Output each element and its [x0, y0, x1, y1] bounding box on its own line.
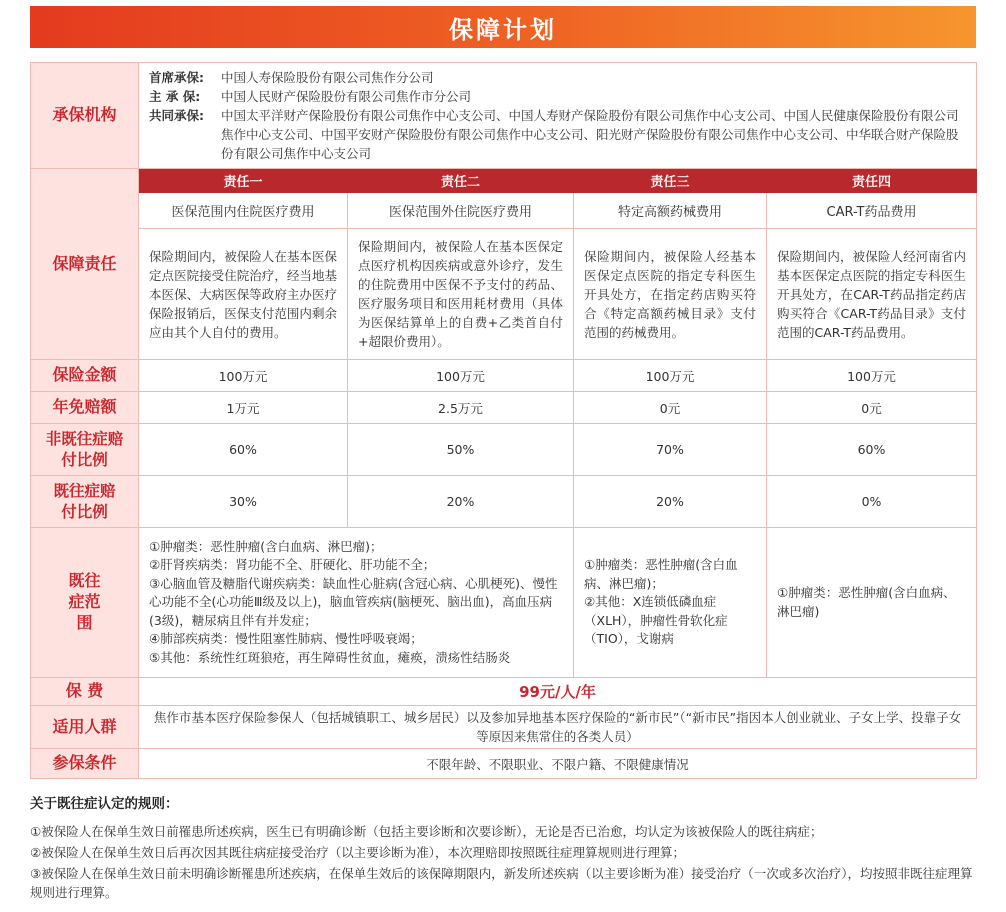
- insurers-content: [139, 63, 977, 169]
- amount-value-1: 100万元: [139, 360, 348, 392]
- liability-header-3: 责任三: [574, 169, 767, 193]
- scope-item: ②其他：X连锁低磷血症（XLH），肿瘤性骨软化症（TIO），戈谢病: [584, 594, 728, 647]
- page-title: 保障计划: [30, 6, 976, 48]
- amount-value-4: 100万元: [767, 360, 977, 392]
- amount-value-2: 100万元: [348, 360, 574, 392]
- eligible-crowd-label: 适用人群: [31, 706, 139, 749]
- rule-item: ③被保险人在保单生效日前未明确诊断罹患所述疾病，在保单生效后的该保障期限内，新发所述疾病（以主要诊断为准）接受治疗（一次或多次治疗），均按照非既往症理算规则进行理算。: [30, 866, 973, 900]
- scope-item: ③心脑血管及糖脂代谢疾病类：缺血性心脏病(含冠心病、心肌梗死)、慢性心功能不全(心功能Ⅲ级及以上)，脑血管疾病(脑梗死、脑出血)，高血压病(3级)，糖尿病且伴有并发症；: [149, 575, 558, 628]
- liability-desc-3: 保险期间内，被保险人经基本医保定点医院的指定专科医生开具处方，在指定药店购买符合《特定高额药械目录》支付范围的药械费用。: [574, 229, 767, 360]
- scope-item: ①肿瘤类：恶性肿瘤(含白血病、淋巴瘤)；: [584, 557, 738, 591]
- preexisting-ratio-2: 20%: [348, 476, 574, 528]
- liability-desc-4: 保险期间内，被保险人经河南省内基本医保定点医院的指定专科医生开具处方，在CAR-T药品指定药店购买符合《CAR-T药品目录》支付范围的CAR-T药品费用。: [767, 229, 977, 360]
- preexisting-scope-liability-4: ①肿瘤类：恶性肿瘤(含白血病、淋巴瘤): [767, 528, 977, 678]
- insurers-row: [31, 63, 977, 169]
- rule-item: ②被保险人在保单生效日后再次因其既往病症接受治疗（以主要诊断为准），本次理赔即按照既往症理算规则进行理算；: [30, 845, 685, 860]
- coverage-header-row: [31, 169, 977, 193]
- non-preexisting-ratio-4: 60%: [767, 424, 977, 476]
- scope-item: ⑤其他：系统性红斑狼疮，再生障碍性贫血，瘫痪，溃疡性结肠炎: [149, 649, 511, 665]
- deductible-value-4: 0元: [767, 392, 977, 424]
- amount-row: [31, 360, 977, 392]
- liability-desc-2: 保险期间内，被保险人在基本医保定点医疗机构因疾病或意外诊疗，发生的住院费用中医保不予支付的药品、医疗服务项目和医用耗材费用（具体为医保结算单上的自费+乙类首自付+超限价费用）。: [348, 229, 574, 360]
- amount-value-3: 100万元: [574, 360, 767, 392]
- non-preexisting-ratio-row: [31, 424, 977, 476]
- premium-value: 99元/人/年: [139, 678, 977, 706]
- preexisting-scope-row: [31, 528, 977, 678]
- co-insurers-key: 共同承保:: [149, 108, 204, 123]
- coverage-label: 保障责任: [31, 169, 139, 360]
- amount-label: 保险金额: [31, 360, 139, 392]
- rules-title: 关于既往症认定的规则：: [30, 796, 179, 812]
- premium-label: 保 费: [31, 678, 139, 706]
- non-preexisting-ratio-label: 非既往症赔付比例: [31, 424, 139, 476]
- lead-insurer-value: 中国人寿保险股份有限公司焦作分公司: [221, 70, 434, 85]
- lead-insurer-key: 首席承保:: [149, 70, 204, 85]
- premium-row: [31, 678, 977, 706]
- enrollment-conditions-value: 不限年龄、不限职业、不限户籍、不限健康情况: [139, 749, 977, 779]
- liability-desc-1: 保险期间内，被保险人在基本医保定点医院接受住院治疗，经当地基本医保、大病医保等政府主办医疗保险报销后，医保支付范围内剩余应由其个人自付的费用。: [139, 229, 348, 360]
- preexisting-rules: [30, 792, 976, 904]
- liability-header-2: 责任二: [348, 169, 574, 193]
- deductible-value-3: 0元: [574, 392, 767, 424]
- main-insurer-key: 主 承 保:: [149, 89, 201, 104]
- scope-item: ①肿瘤类：恶性肿瘤(含白血病、淋巴瘤)；: [149, 538, 383, 554]
- scope-item: ④肺部疾病类：慢性阻塞性肺病、慢性呼吸衰竭；: [149, 631, 423, 647]
- preexisting-ratio-label: 既往症赔付比例: [31, 476, 139, 528]
- eligible-crowd-value: 焦作市基本医疗保险参保人（包括城镇职工、城乡居民）以及参加异地基本医疗保险的“新市民”（“新市民”指因本人创业就业、子女上学、投靠子女等原因来焦常住的各类人员）: [139, 706, 977, 749]
- coverage-desc-row: [31, 229, 977, 360]
- enrollment-conditions-label: 参保条件: [31, 749, 139, 779]
- preexisting-scope-liability-3: [574, 528, 767, 678]
- eligible-crowd-row: [31, 706, 977, 749]
- main-insurer-value: 中国人民财产保险股份有限公司焦作市分公司: [221, 89, 472, 104]
- co-insurers-value: 中国太平洋财产保险股份有限公司焦作中心支公司、中国人寿财产保险股份有限公司焦作中心支公司、中国人民健康保险股份有限公司焦作中心支公司、中国平安财产保险股份有限公司焦作中心支公司、阳光财产保险股份有限公司焦作中心支公司、中华联合财产保险股份有限公司焦作中心支公司: [221, 108, 959, 161]
- liability-header-1: 责任一: [139, 169, 348, 193]
- scope-item: ②肝肾疾病类：肾功能不全、肝硬化、肝功能不全；: [149, 557, 436, 573]
- enrollment-conditions-row: [31, 749, 977, 779]
- non-preexisting-ratio-1: 60%: [139, 424, 348, 476]
- insurers-label: 承保机构: [31, 63, 139, 169]
- liability-name-4: CAR-T药品费用: [767, 193, 977, 229]
- deductible-value-1: 1万元: [139, 392, 348, 424]
- main-insurer: [149, 87, 964, 106]
- liability-name-3: 特定高额药械费用: [574, 193, 767, 229]
- liability-name-2: 医保范围外住院医疗费用: [348, 193, 574, 229]
- deductible-value-2: 2.5万元: [348, 392, 574, 424]
- liability-name-1: 医保范围内住院医疗费用: [139, 193, 348, 229]
- non-preexisting-ratio-3: 70%: [574, 424, 767, 476]
- liability-header-4: 责任四: [767, 169, 977, 193]
- coverage-name-row: [31, 193, 977, 229]
- co-insurers: [149, 106, 964, 163]
- non-preexisting-ratio-2: 50%: [348, 424, 574, 476]
- preexisting-ratio-row: [31, 476, 977, 528]
- deductible-row: [31, 392, 977, 424]
- coverage-plan-table: [30, 62, 977, 779]
- preexisting-ratio-3: 20%: [574, 476, 767, 528]
- preexisting-ratio-1: 30%: [139, 476, 348, 528]
- rule-item: ①被保险人在保单生效日前罹患所述疾病，医生已有明确诊断（包括主要诊断和次要诊断），无论是否已治愈，均认定为该被保险人的既往病症；: [30, 824, 823, 839]
- preexisting-scope-liability-1-2: [139, 528, 574, 678]
- preexisting-ratio-4: 0%: [767, 476, 977, 528]
- preexisting-scope-label: 既往症范围: [31, 528, 139, 678]
- deductible-label: 年免赔额: [31, 392, 139, 424]
- lead-insurer: [149, 68, 964, 87]
